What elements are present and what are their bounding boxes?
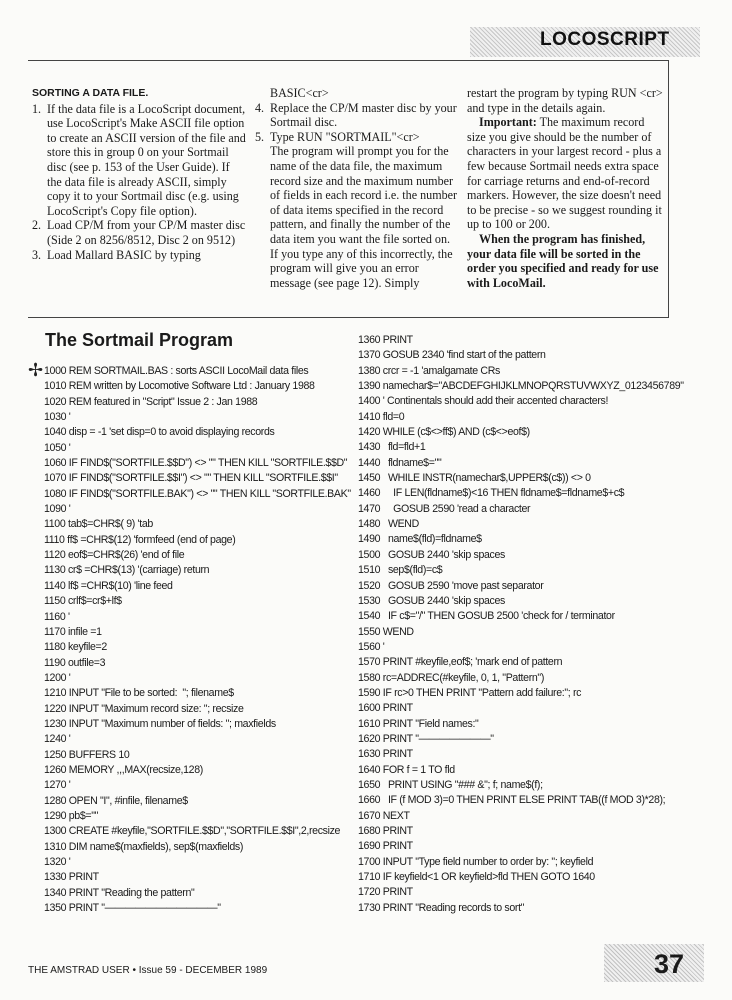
section-label: LOCOSCRIPT bbox=[540, 29, 670, 50]
code-line: 1250 BUFFERS 10 bbox=[44, 748, 130, 761]
code-line: 1050 ' bbox=[44, 441, 71, 454]
code-line: 1400 ' Continentals should add their accented characters! bbox=[358, 395, 609, 408]
step-item: 1. If the data file is a LocoScript document, use LocoScript's Make ASCII file option to create an ASCII version of the file and store this in group 0 on your Sortmail disc (see p. 153 of the User Guide). If the data file is already ASCII, simply copy it to your Sortmail disc (e.g. using LocoScript's Copy file option). bbox=[32, 101, 246, 218]
code-line: 1560 ' bbox=[358, 640, 385, 653]
code-line: 1720 PRINT bbox=[358, 886, 413, 899]
step-item: 2. Load CP/M from your CP/M master disc (Side 2 on 8256/8512, Disc 2 on 9512) bbox=[32, 218, 246, 247]
code-line: 1020 REM featured in "Script" Issue 2 : Jan 1988 bbox=[44, 395, 258, 408]
code-line: 1110 ff$ =CHR$(12) 'formfeed (end of page) bbox=[44, 533, 236, 546]
code-line: 1430 fld=fld+1 bbox=[358, 441, 426, 454]
code-line: 1330 PRINT bbox=[44, 871, 99, 884]
code-line: 1510 sep$(fld)=c$ bbox=[358, 564, 443, 577]
finished-paragraph: When the program has finished, your data file will be sorted in the order you specified and ready for use with LocoMail. bbox=[467, 231, 659, 290]
code-line: 1260 MEMORY ,,,MAX(recsize,128) bbox=[44, 763, 203, 776]
code-line: 1350 PRINT "———————————" bbox=[44, 902, 221, 915]
code-line: 1390 namechar$="ABCDEFGHIJKLMNOPQRSTUVWXYZ_0123456789" bbox=[358, 380, 684, 393]
code-line: 1120 eof$=CHR$(26) 'end of file bbox=[44, 549, 185, 562]
code-line: 1370 GOSUB 2340 'find start of the pattern bbox=[358, 349, 546, 362]
code-line: 1410 fld=0 bbox=[358, 410, 405, 423]
code-line: 1380 crcr = -1 'amalgamate CRs bbox=[358, 364, 500, 377]
code-line: 1630 PRINT bbox=[358, 748, 413, 761]
code-line: 1680 PRINT bbox=[358, 825, 413, 837]
instructions-subhead: SORTING A DATA FILE. bbox=[32, 87, 149, 99]
code-line: 1010 REM written by Locomotive Software Ltd : January 1988 bbox=[44, 380, 315, 393]
code-line: 1580 rc=ADDREC(#keyfile, 0, 1, "Pattern") bbox=[358, 671, 545, 684]
code-line: 1600 PRINT bbox=[358, 702, 413, 715]
code-line: 1210 INPUT "File to be sorted: "; filename$ bbox=[44, 687, 234, 700]
code-line: 1090 ' bbox=[44, 503, 71, 516]
code-line: 1620 PRINT "———————" bbox=[358, 732, 494, 745]
code-line: 1490 name$(fld)=fldname$ bbox=[358, 533, 482, 546]
code-line: 1290 pb$="" bbox=[44, 809, 99, 822]
code-line: 1080 IF FIND$("SORTFILE.BAK") <> "" THEN KILL "SORTFILE.BAK" bbox=[44, 487, 351, 500]
code-line: 1150 crlf$=cr$+lf$ bbox=[44, 595, 122, 608]
important-label: Important: bbox=[479, 115, 537, 130]
code-line: 1180 keyfile=2 bbox=[44, 641, 107, 654]
code-line: 1540 IF c$="/" THEN GOSUB 2500 'check for / terminator bbox=[358, 610, 615, 623]
step-item: 3. Load Mallard BASIC by typing bbox=[32, 247, 201, 262]
code-listing-left bbox=[44, 364, 349, 916]
restart-paragraph: restart the program by typing RUN <cr> and type in the details again. bbox=[467, 86, 663, 115]
code-line: 1060 IF FIND$("SORTFILE.$$D") <> "" THEN KILL "SORTFILE.$$D" bbox=[44, 457, 348, 470]
step-item: 5. Type RUN "SORTMAIL"<cr> bbox=[255, 129, 420, 144]
code-line: 1280 OPEN "I", #infile, filename$ bbox=[44, 794, 188, 807]
code-line: 1170 infile =1 bbox=[44, 625, 102, 638]
prompt-paragraph: The program will prompt you for the name of the data file, the maximum record size and the maximum number of fields in each record i.e. the number of data items specified in the record pattern, and finally the number of the data item you want the file sorted on. If you type any of this incorrectly, the program will give you an error message (see page 12). Simply bbox=[270, 144, 458, 290]
code-line: 1570 PRINT #keyfile,eof$; 'mark end of pattern bbox=[358, 656, 563, 669]
code-line: 1100 tab$=CHR$( 9) 'tab bbox=[44, 518, 153, 531]
code-line: 1450 WHILE INSTR(namechar$,UPPER$(c$)) <> 0 bbox=[358, 472, 591, 485]
code-line: 1070 IF FIND$("SORTFILE.$$I") <> "" THEN KILL "SORTFILE.$$I" bbox=[44, 472, 338, 485]
code-line: 1190 outfile=3 bbox=[44, 656, 106, 669]
code-line: 1710 IF keyfield<1 OR keyfield>fld THEN GOTO 1640 bbox=[358, 871, 595, 884]
code-line: 1230 INPUT "Maximum number of fields: "; maxfields bbox=[44, 717, 276, 730]
step-item: 4. Replace the CP/M master disc by your Sortmail disc. bbox=[255, 100, 457, 130]
code-line: 1700 INPUT "Type field number to order by: "; keyfield bbox=[358, 855, 594, 868]
code-line: 1420 WHILE (c$<>ff$) AND (c$<>eof$) bbox=[358, 426, 530, 439]
code-line: 1690 PRINT bbox=[358, 840, 413, 853]
code-line: 1730 PRINT "Reading records to sort" bbox=[358, 901, 525, 914]
code-line: 1670 NEXT bbox=[358, 809, 410, 822]
code-line: 1320 ' bbox=[44, 856, 71, 868]
code-line: 1520 GOSUB 2590 'move past separator bbox=[358, 579, 544, 592]
pen-mark-icon: ✢ bbox=[28, 360, 44, 380]
instructions-column-3 bbox=[467, 86, 663, 290]
code-line: 1300 CREATE #keyfile,"SORTFILE.$$D","SORTFILE.$$I",2,recsize bbox=[44, 825, 341, 838]
program-title: The Sortmail Program bbox=[45, 330, 234, 350]
code-line: 1440 fldname$="" bbox=[358, 456, 442, 469]
step-3-continuation: BASIC<cr> bbox=[270, 86, 329, 100]
footer-publication: THE AMSTRAD USER • Issue 59 - DECEMBER 1989 bbox=[28, 965, 268, 976]
code-line: 1640 FOR f = 1 TO fld bbox=[358, 763, 455, 776]
code-line: 1130 cr$ =CHR$(13) '(carriage) return bbox=[44, 564, 210, 577]
code-line: 1040 disp = -1 'set disp=0 to avoid displaying records bbox=[44, 426, 275, 439]
code-line: 1030 ' bbox=[44, 411, 71, 424]
code-line: 1240 ' bbox=[44, 733, 71, 746]
steps-list-2 bbox=[255, 101, 459, 145]
code-line: 1140 lf$ =CHR$(10) 'line feed bbox=[44, 579, 173, 592]
instructions-column-2 bbox=[255, 86, 459, 290]
code-line: 1530 GOSUB 2440 'skip spaces bbox=[358, 594, 505, 607]
code-line: 1500 GOSUB 2440 'skip spaces bbox=[358, 548, 505, 561]
code-line: 1660 IF (f MOD 3)=0 THEN PRINT ELSE PRINT TAB((f MOD 3)*28); bbox=[358, 794, 666, 807]
code-line: 1460 IF LEN(fldname$)<16 THEN fldname$=fldname$+c$ bbox=[358, 487, 625, 500]
code-line: 1220 INPUT "Maximum record size: "; recsize bbox=[44, 702, 244, 715]
code-line: 1340 PRINT "Reading the pattern" bbox=[44, 886, 195, 899]
code-line: 1470 GOSUB 2590 'read a character bbox=[358, 502, 531, 515]
code-line: 1160 ' bbox=[44, 610, 70, 623]
code-line: 1610 PRINT "Field names:" bbox=[358, 717, 479, 730]
page-number: 37 bbox=[654, 949, 685, 979]
code-line: 1310 DIM name$(maxfields), sep$(maxfields) bbox=[44, 840, 244, 853]
code-line: 1200 ' bbox=[44, 671, 71, 684]
code-line: 1650 PRINT USING "### &"; f; name$(f); bbox=[358, 778, 543, 791]
code-line: 1590 IF rc>0 THEN PRINT "Pattern add failure:"; rc bbox=[358, 686, 582, 699]
code-line: 1000 REM SORTMAIL.BAS : sorts ASCII LocoMail data files bbox=[44, 365, 309, 377]
instructions-column-1 bbox=[32, 86, 246, 262]
code-line: 1480 WEND bbox=[358, 518, 419, 531]
steps-list-1 bbox=[32, 102, 246, 263]
code-line: 1360 PRINT bbox=[358, 334, 413, 346]
code-line: 1270 ' bbox=[44, 779, 71, 792]
code-listing-right bbox=[358, 333, 684, 916]
important-paragraph: Important: The maximum record size you give should be the number of characters in your largest record - plus a few because Sortmail needs extra space for carriage returns and end-of-record markers. However, the size doesn't need to be precise - so we suggest rounding it up to 100 or 200. bbox=[467, 115, 662, 232]
code-line: 1550 WEND bbox=[358, 625, 414, 638]
